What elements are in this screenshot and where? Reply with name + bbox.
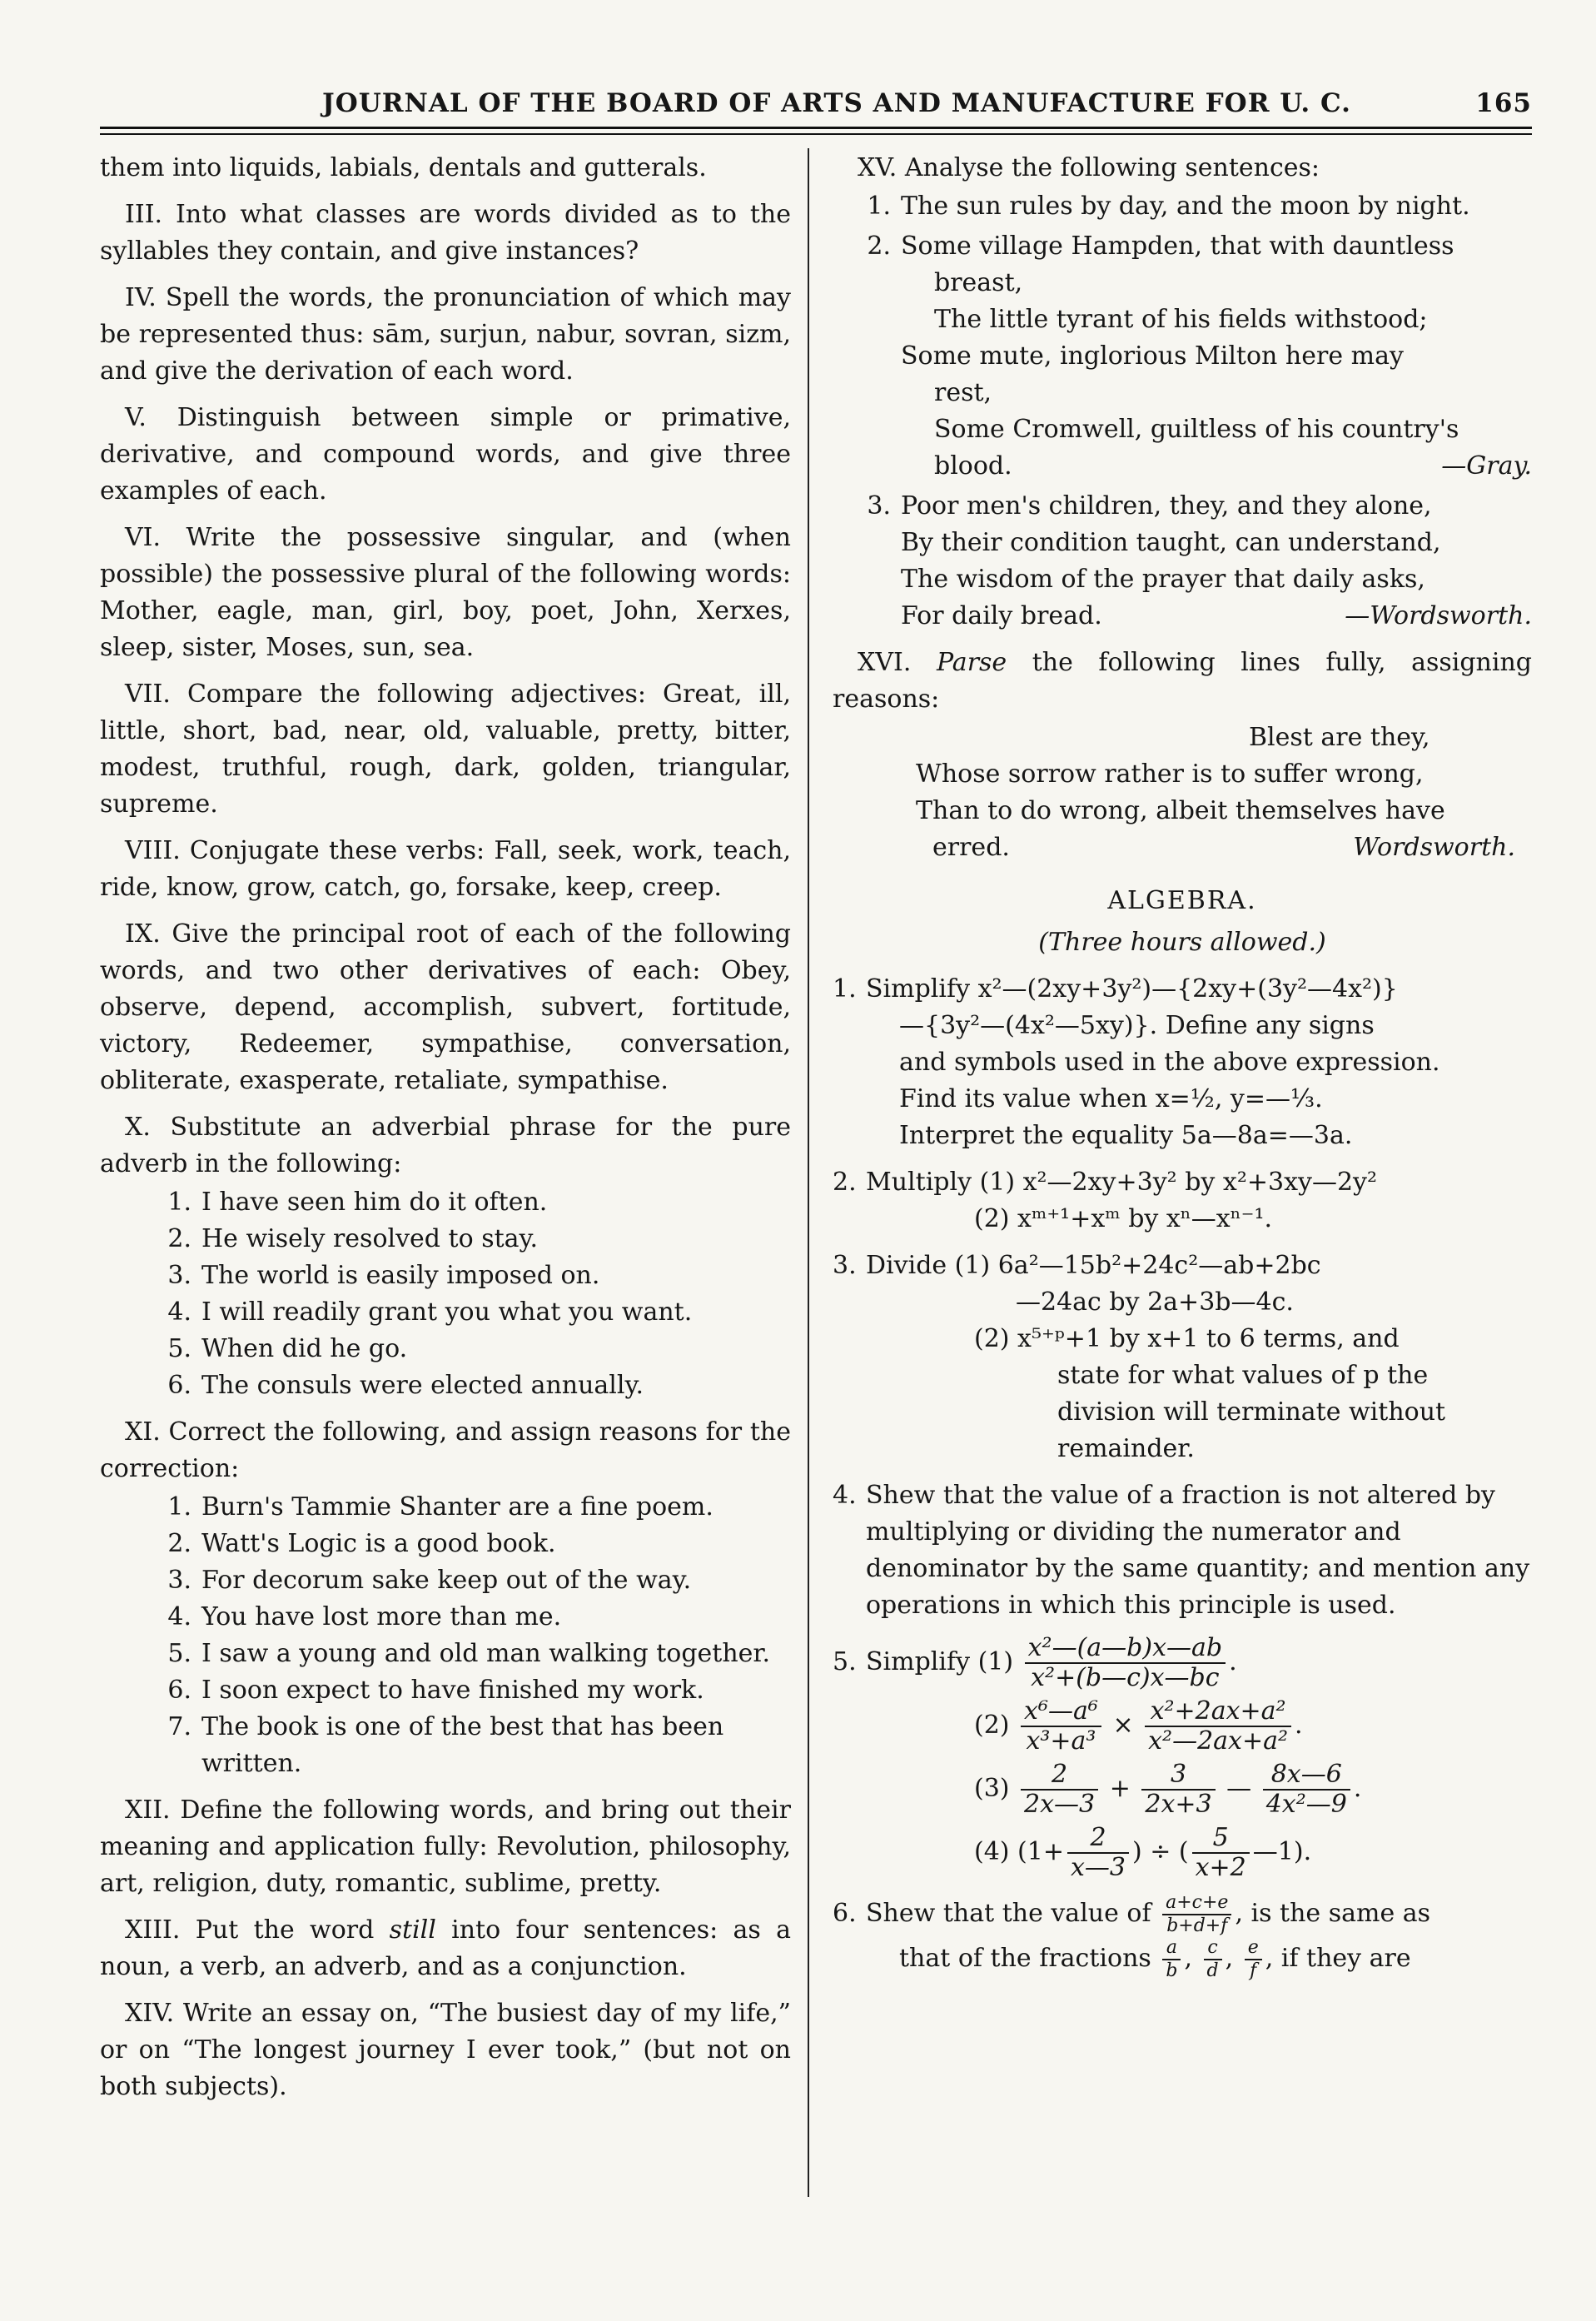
attribution: —Wordsworth.	[1345, 601, 1532, 630]
list-item: 3. Poor men's children, they, and they alone, By their condition taught, can understand, The wisdom of the prayer that daily asks, For daily bread. —Wordsworth.	[833, 488, 1532, 635]
algebra-question-3: 3. Divide (1) 6a²—15b²+24c²—ab+2bc —24ac by 2a+3b—4c. (2) x⁵⁺ᵖ+1 by x+1 to 6 terms, and state for what values of p the division will terminate without remainder.	[833, 1251, 1446, 1463]
algebra-question-1: 1. Simplify x²—(2xy+3y²)—{2xy+(3y²—4x²)} —{3y²—(4x²—5xy)}. Define any signs and symbols used in the above expression. Find its value when x=½, y=—⅓. Interpret the equality 5a—8a=—3a.	[833, 974, 1440, 1150]
question-vii: VII. Compare the following adjectives: Great, ill, little, short, bad, near, old, valuable, pretty, bitter, modest, truthful, rough, dark, golden, triangular, supreme.	[100, 680, 791, 819]
list-item: 2. He wisely resolved to stay.	[167, 1224, 539, 1253]
list-item: 3. The world is easily imposed on.	[167, 1261, 600, 1290]
page-number: 165	[1475, 88, 1532, 118]
verse-parse: Blest are they, Whose sorrow rather is to suffer wrong, Than to do wrong, albeit themselves have erred. Wordsworth.	[916, 720, 1532, 866]
algebra-question-6: 6. Shew that the value of $\frac{a+c+e}{b+d+f}$ , is the same as that of the fractions $\frac{a}{b}$ , $\frac{c}{d}$ , $\frac{e}{f}$ , if they are	[833, 1892, 1431, 1981]
list-item: 6. The consuls were elected annually.	[167, 1371, 644, 1400]
list-item: 5. I saw a young and old man walking together.	[167, 1639, 771, 1668]
algebra-question-4: 4. Shew that the value of a fraction is not altered by multiplying or dividing the numerator and denominator by the same quantity; and mention any operations in which this principle is used.	[833, 1481, 1530, 1620]
right-column	[833, 150, 1532, 2188]
journal-title: JOURNAL OF THE BOARD OF ARTS AND MANUFACTURE FOR U. C.	[322, 88, 1351, 118]
question-ix: IX. Give the principal root of each of the following words, and two other derivatives of each: Obey, observe, depend, accomplish, subvert, fortitude, victory, Redeemer, sympathise, conversation, obliterate, exasperate, retaliate, sympathise.	[100, 919, 791, 1095]
section-title-algebra: ALGEBRA.	[1107, 886, 1257, 915]
verse-gray: Some village Hampden, that with dauntless breast, The little tyrant of his fields withstood; Some mute, inglorious Milton here may rest, Some Cromwell, guiltless of his country's blood. —Gray.	[901, 228, 1532, 485]
expression-2: (2) $\frac{\text{x⁶—a⁶}}{\text{x³+a³}}$ × $\frac{\text{x²+2ax+a²}}{\text{x²—2ax+a²}}$ .	[974, 1696, 1303, 1756]
list-item: 1. I have seen him do it often.	[167, 1188, 548, 1217]
algebra-question-2: 2. Multiply (1) x²—2xy+3y² by x²+3xy—2y² (2) xᵐ⁺¹+xᵐ by xⁿ—xⁿ⁻¹.	[833, 1168, 1378, 1233]
list-item: 3. For decorum sake keep out of the way.	[167, 1566, 692, 1595]
header-rule-double	[100, 133, 1532, 135]
question-xv: XV. Analyse the following sentences:	[858, 153, 1320, 182]
list-item: 4. You have lost more than me.	[167, 1602, 562, 1631]
list-item: 5. When did he go.	[167, 1334, 408, 1363]
question-iii: III. Into what classes are words divided as to the syllables they contain, and give instances?	[100, 200, 791, 266]
list-item: 1. Burn's Tammie Shanter are a fine poem.	[167, 1492, 713, 1522]
question-xiv: XIV. Write an essay on, “The busiest day of my life,” or on “The longest journey I ever took,” (but not on both subjects).	[100, 1999, 791, 2101]
question-vi: VI. Write the possessive singular, and (when possible) the possessive plural of the following words: Mother, eagle, man, girl, boy, poet, John, Xerxes, sleep, sister, Moses, sun, sea.	[100, 523, 791, 662]
fraction: $\frac{\text{x²—(a—b)x—ab}}{\text{x²+(b—c)x—bc}}$	[1025, 1634, 1226, 1692]
left-column	[100, 150, 791, 2188]
question-xi: XI. Correct the following, and assign reasons for the correction:	[100, 1417, 791, 1483]
expression-4: (4) (1+ $\frac{2}{x—3}$ ) ÷ ( $\frac{5}{x+2}$ —1).	[974, 1823, 1312, 1882]
time-note: (Three hours allowed.)	[1038, 928, 1326, 957]
list-item: 2. Some village Hampden, that with dauntless breast, The little tyrant of his fields withstood; Some mute, inglorious Milton here may rest, Some Cromwell, guiltless of his country's blood. —Gray.	[833, 228, 1532, 485]
expression-3: (3) $\frac{2}{2x—3}$ + $\frac{3}{2x+3}$ — $\frac{8x—6}{\text{4x²—9}}$ .	[974, 1760, 1362, 1819]
attribution: Wordsworth.	[1353, 833, 1515, 862]
algebra-question-5: 5. Simplify (1) $\frac{\text{x²—(a—b)x—ab}}{\text{x²+(b—c)x—bc}}$ . (2) $\frac{\text{x⁶—a⁶}}{\text{x³+a³}}$ × $\frac{\text{x²+2ax+a²}}{\text{x²—2ax+a²}}$ . (3) $\frac{2}{2x—3}$ + $\frac{3}{2x+3}$ — $\frac{8x—6}{\text{4x²—9}}$ . (4) (1+ $\frac{2}{x—3}$ ) ÷ ( $\frac{5}{x+2}$ —1).	[833, 1634, 1532, 1882]
question-v: V. Distinguish between simple or primative, derivative, and compound words, and give three examples of each.	[100, 403, 791, 506]
question-xvi: XVI. Parse the following lines fully, assigning reasons:	[833, 648, 1532, 714]
question-x: X. Substitute an adverbial phrase for the pure adverb in the following:	[100, 1113, 791, 1178]
header-rule	[100, 127, 1532, 129]
expression-1: Simplify (1) $\frac{\text{x²—(a—b)x—ab}}{\text{x²+(b—c)x—bc}}$ .	[866, 1633, 1237, 1692]
question-iv: IV. Spell the words, the pronunciation of which may be represented thus: sām, surjun, nabur, sovran, sizm, and give the derivation of each word.	[100, 283, 791, 386]
list-item: 7. The book is one of the best that has been written.	[167, 1712, 724, 1778]
question-x-list	[100, 1184, 791, 1404]
question-xiii: XIII. Put the word still into four sentences: as a noun, a verb, an adverb, and as a conjunction.	[100, 1915, 791, 1981]
page-header	[100, 68, 1532, 118]
question-viii: VIII. Conjugate these verbs: Fall, seek, work, teach, ride, know, grow, catch, go, forsake, keep, creep.	[100, 836, 791, 902]
list-item: 6. I soon expect to have finished my work.	[167, 1676, 704, 1705]
question-xii: XII. Define the following words, and bring out their meaning and application fully: Revolution, philosophy, art, religion, duty, romantic, sublime, pretty.	[100, 1796, 791, 1898]
question-xi-list	[100, 1489, 791, 1782]
list-item: 1. The sun rules by day, and the moon by night.	[867, 192, 1470, 221]
list-item: 2. Watt's Logic is a good book.	[167, 1529, 556, 1558]
verse-wordsworth: Poor men's children, they, and they alone, By their condition taught, can understand, The wisdom of the prayer that daily asks, For daily bread. —Wordsworth.	[901, 488, 1532, 635]
paragraph-continued: them into liquids, labials, dentals and gutterals.	[100, 153, 707, 182]
attribution: —Gray.	[1441, 451, 1532, 481]
emphasis-word: still	[389, 1915, 436, 1945]
column-divider	[808, 148, 809, 2197]
list-item: 4. I will readily grant you what you want.	[167, 1297, 693, 1327]
